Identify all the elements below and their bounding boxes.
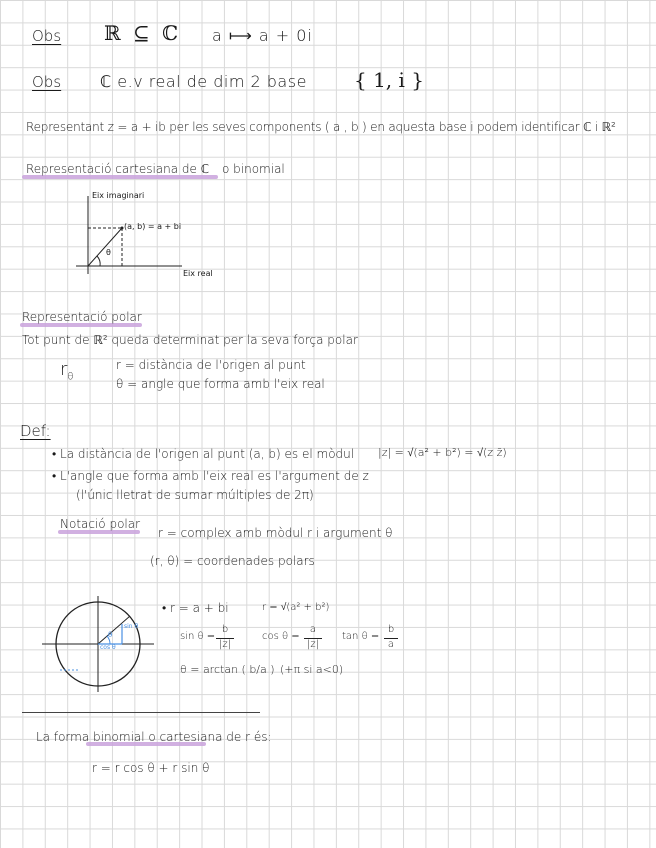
circle-cos-label: cos θ: [100, 644, 116, 651]
arctan-note: (+π si a<0): [280, 663, 344, 676]
imaginary-axis-label: Eix imaginari: [92, 191, 145, 200]
obs-label-2: Obs: [32, 73, 62, 91]
vector-space-text: ℂ e.v real de dim 2 base: [100, 72, 307, 91]
notation-line-2: (r, θ) = coordenades polars: [150, 554, 315, 568]
cartesian-heading-suffix: o binomial: [222, 162, 285, 176]
def-bullet-modulus: • La distància de l'origen al punt (a, b) es el mòdul: [52, 447, 355, 461]
notation-line-1: r = complex amb mòdul r i argument θ: [158, 526, 393, 540]
represent-line: Representant z = a + ib per les seves components ( a , b ) en aquesta base i podem identificar ℂ i ℝ²: [26, 120, 616, 134]
real-axis-label: Eix real: [183, 269, 213, 278]
cartesian-heading: Representació cartesiana de ℂ: [26, 162, 210, 176]
circle-sin-label: sin θ: [124, 623, 139, 630]
polar-symbol-r: r: [60, 359, 68, 380]
sin-numerator: b: [221, 624, 229, 635]
tan-label: tan θ =: [342, 631, 380, 642]
polar-symbol-sub: θ: [67, 371, 74, 383]
sets-inclusion: ℝ ⊆ ℂ: [104, 21, 182, 45]
polar-heading: Representació polar: [22, 310, 142, 324]
def-label: Def:: [20, 422, 51, 440]
def-bullet-argument: • L'angle que forma amb l'eix real es l'argument de z: [52, 469, 369, 483]
tan-numerator: b: [387, 624, 395, 635]
formula-polar-binomial: • r = a + bi: [162, 601, 229, 615]
polar-intro: Tot punt de ℝ² queda determinat per la seva força polar: [22, 333, 358, 347]
polar-symbol: [60, 360, 74, 383]
modulus-formula: |z| = √(a² + b²) = √(z z̄): [378, 446, 507, 459]
binomial-formula: r = r cos θ + r sin θ: [92, 761, 210, 775]
cos-denominator: |z|: [304, 638, 322, 650]
circle-angle-label: θ: [108, 631, 113, 639]
section-divider: [22, 712, 260, 713]
binomial-line: La forma binomial o cartesiana de r és:: [36, 730, 272, 744]
cos-numerator: a: [309, 624, 317, 635]
tan-denominator: a: [384, 638, 398, 650]
map-real-to-complex: a ⟼ a + 0i: [212, 26, 313, 45]
cos-label: cos θ =: [262, 631, 300, 642]
def-argument-note: (l'únic lletrat de sumar múltiples de 2π): [76, 488, 314, 502]
arctan-formula: θ = arctan ( b/a ): [180, 663, 275, 676]
sin-label: sin θ =: [180, 631, 216, 642]
formula-modulus: r = √(a² + b²): [262, 602, 330, 613]
point-label: (a, b) = a + bi: [124, 222, 182, 231]
theta-definition: θ = angle que forma amb l'eix real: [116, 377, 325, 391]
sin-denominator: |z|: [216, 638, 234, 650]
angle-label: θ: [106, 248, 111, 257]
obs-label-1: Obs: [32, 27, 62, 45]
notation-heading: Notació polar: [60, 517, 141, 531]
r-definition: r = distància de l'origen al punt: [116, 358, 306, 372]
basis-set: { 1, i }: [354, 68, 424, 92]
